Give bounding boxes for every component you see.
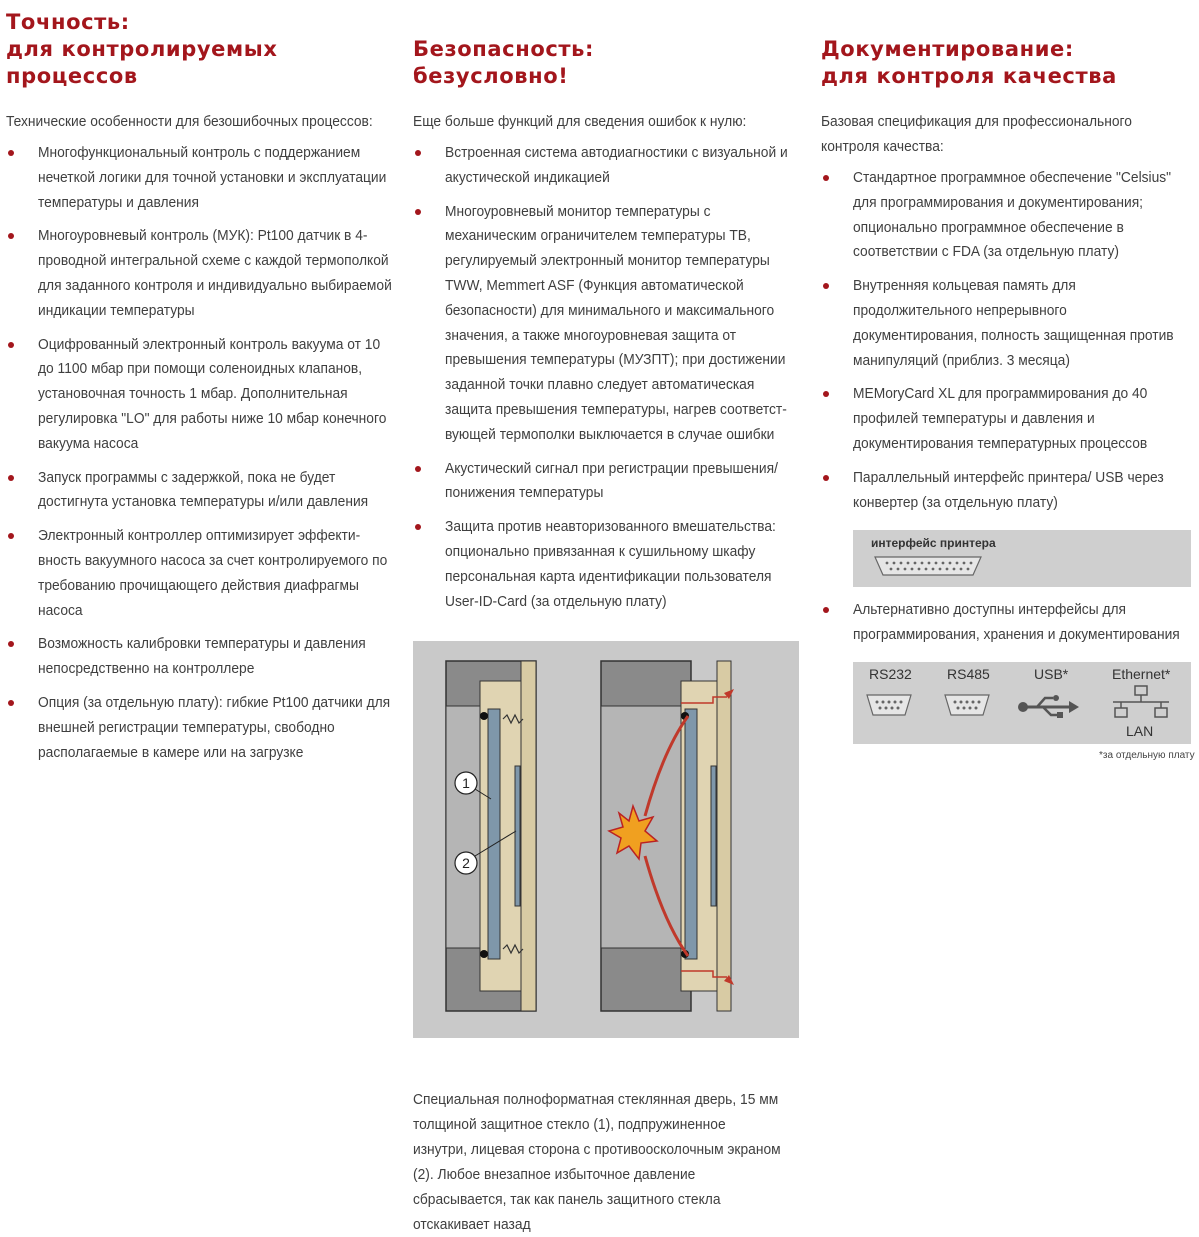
- bullet-icon: [415, 524, 421, 530]
- rs485-label: RS485: [947, 666, 990, 682]
- list-item-text: Стандартное программное обеспечение "Celsius" для программирования и документирования; опционально программное обеспечение в соответствии с FDA (за отдельную плату): [853, 169, 1172, 261]
- list-item-text: MEMoryCard XL для программирования до 40 профилей температуры и давления и документирования температурных процессов: [853, 385, 1148, 452]
- list-item-text: Встроенная система автодиагностики с визуальной и акустической индикацией: [445, 144, 788, 186]
- interfaces-box: [853, 662, 1191, 744]
- column-documentation: [821, 0, 1195, 524]
- list-item-text: Защита против неавторизованного вмешательства: опционально привязанная к сушильному шкафу персональная карта идентификации пользователя User-ID-Card (за отдельную плату): [445, 518, 776, 610]
- ethernet-label: Ethernet*: [1112, 666, 1171, 682]
- heading-safety: [413, 36, 803, 90]
- rs485-port-icon: [943, 692, 991, 718]
- list-item-text: Акустический сигнал при регистрации превышения/ понижения температуры: [445, 459, 778, 502]
- list-item: [6, 224, 398, 323]
- footnote: *за отдельную плату: [1099, 750, 1195, 761]
- list-item: [6, 691, 398, 765]
- bullet-icon: [8, 150, 14, 156]
- heading-documentation: [821, 36, 1195, 90]
- list-item: [6, 524, 398, 623]
- list-item-text: Альтернативно доступны интерфейсы для программирования, хранения и документирования: [853, 601, 1180, 643]
- bullet-icon: [823, 475, 829, 481]
- callout-1-label: 1: [462, 775, 470, 791]
- list-item-text: Опция (за отдельную плату): гибкие Pt100 датчики для внешней регистрации температуры, свободно располагаемые в камере или на загрузке: [38, 693, 391, 761]
- list-item: [413, 515, 803, 614]
- list-item-text: Параллельный интерфейс принтера/ USB через конвертер (за отдельную плату): [853, 468, 1164, 511]
- ethernet-lan-icon: [1111, 684, 1171, 722]
- door-front-2: [717, 661, 731, 1011]
- list-item: [413, 200, 803, 448]
- lan-label: LAN: [1126, 723, 1154, 739]
- diagram-caption: Специальная полноформатная стеклянная дверь, 15 мм толщиной защитное стекло (1), подпружиненное изнутри, лицевая сторона с противоосколочным экраном (2). Любое внезапное избыточное давление сбрасывается, так как панель защитного стекла отскакивает назад: [413, 1091, 781, 1233]
- heading-line: Документирование:: [821, 37, 1074, 61]
- bullet-icon: [8, 700, 14, 706]
- parallel-port-icon: [873, 555, 983, 577]
- bullet-icon: [823, 283, 829, 289]
- list-item: [821, 274, 1195, 373]
- list-item-text: Возможность калибровки температуры и давления непосредственно на контроллере: [38, 635, 366, 678]
- column-precision: [6, 0, 398, 774]
- seal-dot: [480, 712, 488, 720]
- list-item-text: Многоуровневый контроль (МУК): Pt100 датчик в 4-проводной интегральной схеме с каждой термополкой для заданного контроля и индивидуально выбираемой индикации температуры: [38, 227, 392, 319]
- bullet-icon: [823, 607, 829, 613]
- door-diagram: [413, 641, 799, 1038]
- usb-icon: [1017, 694, 1083, 720]
- list-item: [6, 466, 398, 516]
- intro-text: Еще больше функций для сведения ошибок к нулю:: [413, 113, 747, 130]
- bullet-icon: [415, 150, 421, 156]
- heading-precision: [6, 9, 398, 90]
- bullet-icon: [823, 175, 829, 181]
- heading-line: процессов: [6, 64, 138, 88]
- rs232-label: RS232: [869, 666, 912, 682]
- printer-interface-label: интерфейс принтера: [871, 536, 996, 550]
- intro-text: Технические особенности для безошибочных процессов:: [6, 113, 373, 130]
- heading-line: для контроля качества: [821, 64, 1117, 88]
- glass-pane-2: [685, 709, 697, 959]
- list-item: [821, 598, 1195, 648]
- bullet-icon: [8, 475, 14, 481]
- list-item: [413, 141, 803, 191]
- bullet-icon: [415, 466, 421, 472]
- list-item: [413, 457, 803, 507]
- list-item-text: Многоуровневый монитор температуры с механическим ограничителем температуры TB, регулируемый электронный монитор температуры TWW, Memmert ASF (Функция автоматической безопасности) для минимального и максимального значения, а также многоуровневая защита от превышения температуры (МУЗПТ); при достижении заданной точки плавно следует автоматическая защита превышения температуры, нагрев соответст- вующей термополки выключается в случае ошибки: [445, 202, 787, 443]
- printer-interface-box: [853, 530, 1191, 587]
- heading-line: безусловно!: [413, 64, 569, 88]
- usb-label: USB*: [1034, 666, 1069, 682]
- list-item: [6, 333, 398, 457]
- shield-screen-2: [711, 766, 716, 906]
- list-item: [821, 382, 1195, 456]
- chamber-left-1: [446, 706, 480, 948]
- bullet-icon: [8, 342, 14, 348]
- feature-list: [413, 141, 803, 614]
- heading-line: Точность:: [6, 10, 130, 34]
- list-item-text: Запуск программы с задержкой, пока не будет достигнута установка температуры и/или давления: [38, 468, 369, 511]
- bullet-icon: [8, 233, 14, 239]
- door-front-1: [521, 661, 536, 1011]
- list-item: [821, 166, 1195, 265]
- list-item: [821, 466, 1195, 516]
- list-item-text: Оцифрованный электронный контроль вакуума от 10 до 1100 мбар при помощи соленоидных клапанов, установочная точность 1 мбар. Дополнительная регулировка "LO" для работы ниже 10 мбар конечного вакуума насоса: [38, 335, 387, 452]
- seal-dot: [480, 950, 488, 958]
- column-safety: [413, 0, 803, 623]
- list-item: [6, 632, 398, 682]
- list-item-text: Многофункциональный контроль с поддержанием нечеткой логики для точной установки и эксплуатации температуры и давления: [38, 144, 387, 211]
- list-item-text: Внутренняя кольцевая память для продолжительного непрерывного документирования, полность защищенная против манипуляций (приблиз. 3 месяца): [853, 277, 1174, 369]
- door-cross-section-svg: [413, 641, 799, 1038]
- intro-text: Базовая спецификация для профессионального контроля качества:: [821, 113, 1132, 155]
- callout-2-label: 2: [462, 855, 470, 871]
- heading-line: для контролируемых: [6, 37, 278, 61]
- bullet-icon: [415, 209, 421, 215]
- feature-list: [6, 141, 398, 765]
- bullet-icon: [8, 641, 14, 647]
- heading-line: Безопасность:: [413, 37, 595, 61]
- feature-list-alt: [821, 598, 1195, 657]
- glass-pane-1: [488, 709, 500, 959]
- feature-list: [821, 166, 1195, 515]
- list-item: [6, 141, 398, 215]
- bullet-icon: [8, 533, 14, 539]
- list-item-text: Электронный контроллер оптимизирует эффекти- вность вакуумного насоса за счет контролируемого по требованию прочищающего действия диафрагмы насоса: [38, 527, 388, 619]
- bullet-icon: [823, 391, 829, 397]
- rs232-port-icon: [865, 692, 913, 718]
- shield-screen-1: [515, 766, 520, 906]
